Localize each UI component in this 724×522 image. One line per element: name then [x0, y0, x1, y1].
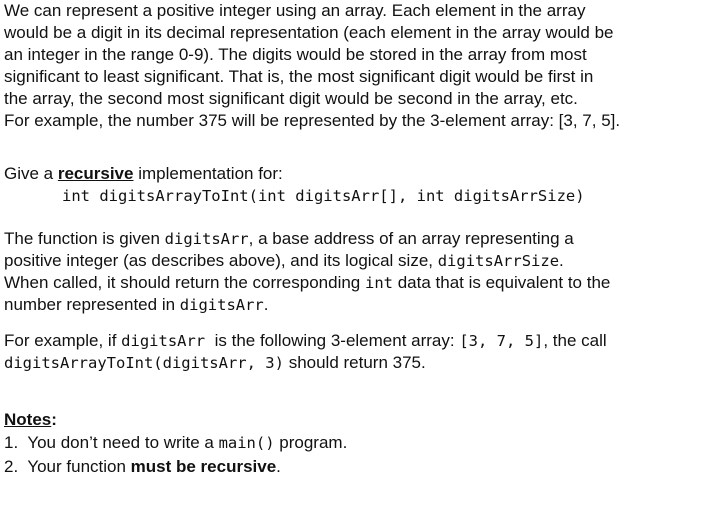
- code-span: digitsArr: [164, 230, 249, 248]
- text-span: The function is given: [4, 229, 165, 248]
- code-span: digitsArrayToInt(digitsArr, 3): [4, 354, 284, 372]
- task-paragraph: [4, 163, 585, 207]
- description-paragraph: [4, 228, 610, 316]
- text-span: .: [276, 457, 281, 476]
- task-suffix: implementation for:: [133, 164, 283, 183]
- text-span: is the following 3-element array:: [205, 331, 460, 350]
- code-span: int: [364, 274, 393, 292]
- notes-heading: [4, 408, 347, 431]
- code-span: digitsArr: [179, 296, 264, 314]
- intro-line: an integer in the range 0-9). The digits would be stored in the array from most: [4, 45, 587, 64]
- notes-list: [4, 431, 347, 478]
- emphasis-span: must be recursive: [130, 457, 277, 476]
- intro-line: the array, the second most significant digit would be second in the array, etc.: [4, 89, 578, 108]
- task-prefix: Give a: [4, 164, 58, 183]
- intro-line: significant to least significant. That is, the most significant digit would be first in: [4, 67, 594, 86]
- example-line: [4, 352, 607, 374]
- list-item: [4, 455, 347, 478]
- intro-line: For example, the number 375 will be represented by the 3-element array: [3, 7, 5].: [4, 111, 621, 130]
- text-span: 2. Your function: [4, 457, 131, 476]
- notes-section: [4, 408, 347, 478]
- text-span: , a base address of an array representing a: [248, 229, 574, 248]
- notes-heading-label: Notes: [4, 410, 52, 429]
- intro-line: We can represent a positive integer using an array. Each element in the array: [4, 1, 586, 20]
- text-span: For example, if: [4, 331, 122, 350]
- code-span: main(): [218, 434, 275, 452]
- code-span: [3, 7, 5]: [459, 332, 544, 350]
- description-line: [4, 228, 610, 250]
- description-line: [4, 272, 610, 294]
- function-signature: int digitsArrayToInt(int digitsArr[], int digitsArrSize): [62, 187, 585, 205]
- text-span: .: [263, 295, 269, 314]
- text-span: should return 375.: [283, 353, 426, 372]
- intro-paragraph: [4, 0, 620, 132]
- function-signature-line: [4, 185, 585, 207]
- task-emphasis: recursive: [57, 164, 134, 183]
- list-item: [4, 431, 347, 455]
- code-span: digitsArr: [121, 332, 206, 350]
- example-paragraph: [4, 330, 607, 374]
- intro-line: would be a digit in its decimal representation (each element in the array would be: [4, 23, 614, 42]
- text-span: positive integer (as describes above), and its logical size,: [4, 251, 438, 270]
- text-span: number represented in: [4, 295, 180, 314]
- text-span: .: [559, 251, 564, 270]
- text-span: 1. You don’t need to write a: [4, 433, 219, 452]
- text-span: data that is equivalent to the: [392, 273, 611, 292]
- text-span: When called, it should return the corresponding: [4, 273, 365, 292]
- example-line: [4, 330, 607, 352]
- description-line: [4, 250, 610, 272]
- code-span: digitsArrSize: [437, 252, 560, 270]
- text-span: , the call: [543, 331, 607, 350]
- description-line: [4, 294, 610, 316]
- text-span: program.: [274, 433, 348, 452]
- notes-colon: :: [51, 410, 57, 429]
- task-line: [4, 163, 585, 185]
